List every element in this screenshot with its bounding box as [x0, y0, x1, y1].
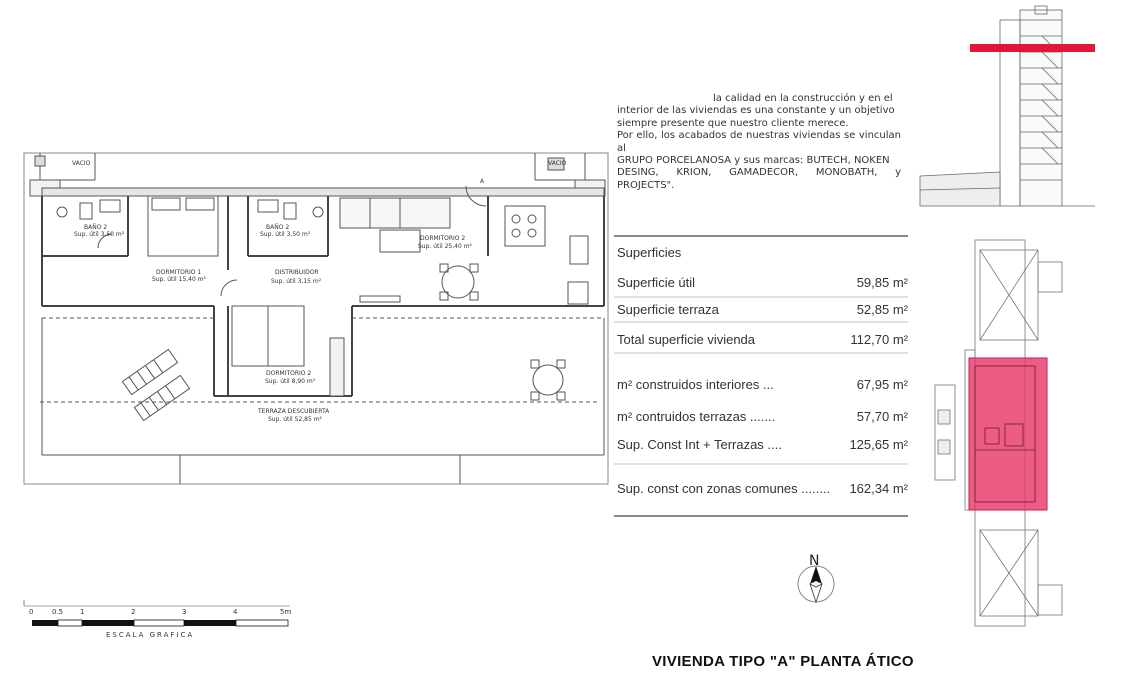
- bano2b-area: Sup. útil 3,50 m²: [260, 231, 311, 238]
- surface-value: 57,70 m²: [856, 409, 908, 424]
- scale-tick-3: 2: [131, 608, 136, 616]
- dorm1-area: Sup. útil 15,40 m²: [152, 276, 206, 283]
- page-title: VIVIENDA TIPO "A" PLANTA ÁTICO: [652, 653, 914, 670]
- bano2a-area: Sup. útil 3,50 m²: [74, 231, 125, 238]
- scale-tick-1: 0.5: [52, 608, 64, 616]
- intro-line-6: DESING, KRION, GAMADECOR, MONOBATH, y PROJECTS".: [617, 167, 901, 191]
- terraza-name: TERRAZA DESCUBIERTA: [258, 408, 330, 415]
- surface-row: [617, 332, 908, 347]
- surface-value: 162,34 m²: [849, 481, 908, 496]
- surface-row: [617, 437, 908, 452]
- scale-caption: ESCALA GRAFICA: [106, 631, 195, 639]
- compass-label: N: [809, 553, 820, 569]
- dorm2a-name: DORMITORIO 2: [420, 235, 466, 242]
- surface-value: 59,85 m²: [856, 275, 908, 290]
- surface-label: Total superficie vivienda: [617, 332, 756, 347]
- dorm1-name: DORMITORIO 1: [156, 269, 202, 276]
- dorm2b-area: Sup. útil 8,90 m²: [265, 378, 316, 385]
- surface-row: [617, 377, 908, 392]
- dorm2a-area: Sup. útil 25,40 m²: [418, 243, 472, 250]
- surface-row: [617, 275, 908, 290]
- north-compass-icon: [798, 553, 834, 602]
- scale-bar: [24, 600, 291, 639]
- surface-row: [617, 302, 908, 317]
- intro-line-3: siempre presente que nuestro cliente merece.: [617, 117, 849, 129]
- surface-label: Superficie terraza: [617, 302, 719, 317]
- scale-tick-4: 3: [182, 608, 187, 616]
- marker-a: A: [480, 178, 485, 185]
- surfaces-title: Superficies: [617, 245, 682, 260]
- scale-tick-0: 0: [29, 608, 34, 616]
- surface-value: 112,70 m²: [850, 332, 908, 347]
- section-elevation: [920, 6, 1095, 206]
- dorm2b-name: DORMITORIO 2: [266, 370, 312, 377]
- surface-value: 125,65 m²: [849, 437, 908, 452]
- intro-line-1: la calidad en la construcción y en el: [713, 93, 893, 104]
- intro-line-2: interior de las viviendas es una constante y un objetivo: [617, 105, 895, 117]
- floor-plan: [24, 153, 608, 484]
- surface-value: 67,95 m²: [856, 377, 908, 392]
- surface-label: Sup. const con zonas comunes ........: [617, 481, 831, 496]
- surface-row: [617, 409, 908, 424]
- bano2a-name: BAÑO 2: [84, 224, 108, 231]
- surface-label: Sup. Const Int + Terrazas ....: [617, 437, 782, 452]
- surface-label: Superficie útil: [617, 275, 696, 290]
- surface-label: m² construidos interiores ...: [617, 377, 774, 392]
- intro-line-4: Por ello, los acabados de nuestras viviendas se vinculan al: [617, 130, 901, 154]
- dist-area: Sup. útil 3,15 m²: [271, 278, 322, 285]
- surface-label: m² contruidos terrazas .......: [617, 409, 776, 424]
- bano2b-name: BAÑO 2: [266, 224, 290, 231]
- vacio-left-label: VACIO: [72, 160, 91, 167]
- current-floor-marker: [970, 44, 1095, 52]
- scale-tick-6: 5m: [280, 608, 292, 616]
- scale-tick-5: 4: [233, 608, 238, 616]
- surface-row: [617, 481, 908, 496]
- intro-paragraph: [617, 93, 901, 192]
- dist-name: DISTRIBUIDOR: [275, 269, 319, 276]
- scale-tick-2: 1: [80, 608, 85, 616]
- intro-line-5: GRUPO PORCELANOSA y sus marcas: BUTECH, NOKEN: [617, 155, 890, 167]
- terraza-area: Sup. útil 52,85 m²: [268, 416, 322, 423]
- surface-value: 52,85 m²: [856, 302, 908, 317]
- vacio-right-label: VACIO: [548, 160, 567, 167]
